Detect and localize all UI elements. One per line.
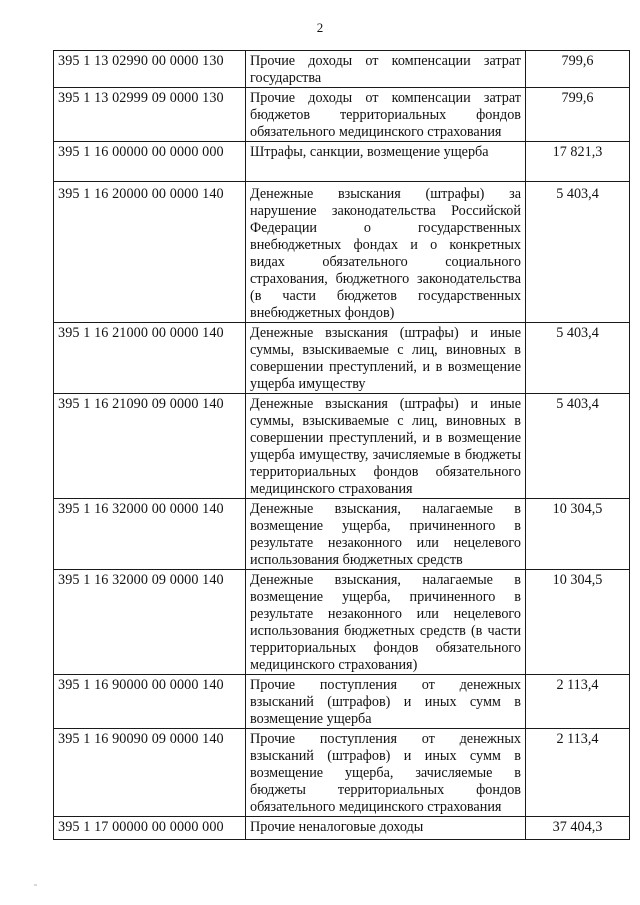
revenue-name-text: Денежные взыскания (штрафы) за нарушение законодательства Российской Федерации о государственных внебюджетных фондах и о конкретных видах обязательного социального страхования, бюджетного законодательства (в части бюджетов государственных внебюджетных фондов) <box>250 186 521 321</box>
revenue-name-cell: Прочие доходы от компенсации затрат бюджетов территориальных фондов обязательного медицинского страхования <box>246 88 526 142</box>
revenue-name-cell: Денежные взыскания, налагаемые в возмещение ущерба, причиненного в результате незаконного или нецелевого использования бюджетных средств (в части территориальных фондов обязательного медицинского страхования) <box>246 570 526 675</box>
page-number: 2 <box>316 20 324 35</box>
table-row <box>54 142 630 182</box>
amount-cell: 37 404,3 <box>526 817 630 840</box>
budget-code-cell: 395 1 16 90090 09 0000 140 <box>54 729 246 817</box>
revenue-name-cell: Прочие поступления от денежных взысканий (штрафов) и иных сумм в возмещение ущерба, зачисляемые в бюджеты территориальных фондов обязательного медицинского страхования <box>246 729 526 817</box>
revenue-name-cell: Денежные взыскания (штрафы) и иные суммы, взыскиваемые с лиц, виновных в совершении преступлений, и в возмещение ущерба имуществу <box>246 323 526 394</box>
budget-code-cell: 395 1 16 21090 09 0000 140 <box>54 394 246 499</box>
amount-cell <box>526 182 630 323</box>
amount-cell: 10 304,5 <box>526 570 630 675</box>
revenue-name-cell: Денежные взыскания, налагаемые в возмещение ущерба, причиненного в результате незаконного или нецелевого использования бюджетных средств <box>246 499 526 570</box>
amount-cell: 2 113,4 <box>526 729 630 817</box>
table-row <box>54 88 630 142</box>
table-row <box>54 499 630 570</box>
table-row <box>54 51 630 88</box>
budget-code-cell <box>54 182 246 323</box>
table-row <box>54 323 630 394</box>
revenue-name-cell: Прочие доходы от компенсации затрат государства <box>246 51 526 88</box>
amount-cell: 17 821,3 <box>526 142 630 182</box>
amount-cell: 799,6 <box>526 51 630 88</box>
table-row <box>54 675 630 729</box>
budget-code-cell: 395 1 13 02990 00 0000 130 <box>54 51 246 88</box>
budget-table <box>53 50 630 840</box>
amount-cell: 5 403,4 <box>526 323 630 394</box>
budget-code-cell: 395 1 16 90000 00 0000 140 <box>54 675 246 729</box>
revenue-name-cell: Прочие неналоговые доходы <box>246 817 526 840</box>
amount-cell: 799,6 <box>526 88 630 142</box>
table-row <box>54 729 630 817</box>
budget-code-cell: 395 1 16 21000 00 0000 140 <box>54 323 246 394</box>
amount-cell: 5 403,4 <box>526 394 630 499</box>
revenue-name-cell: Денежные взыскания (штрафы) и иные суммы, взыскиваемые с лиц, виновных в совершении преступлений, и в возмещение ущерба имуществу, зачисляемые в бюджеты территориальных фондов обязательного медицинского страхования <box>246 394 526 499</box>
revenue-name-cell: Прочие поступления от денежных взысканий (штрафов) и иных сумм в возмещение ущерба <box>246 675 526 729</box>
table-row <box>54 817 630 840</box>
table-row <box>54 182 630 323</box>
table-row <box>54 570 630 675</box>
budget-code-cell: 395 1 13 02999 09 0000 130 <box>54 88 246 142</box>
budget-code-cell: 395 1 16 32000 09 0000 140 <box>54 570 246 675</box>
scan-speck <box>34 884 37 886</box>
amount-text: 5 403,4 <box>556 186 599 202</box>
amount-cell: 2 113,4 <box>526 675 630 729</box>
amount-cell: 10 304,5 <box>526 499 630 570</box>
revenue-name-cell <box>246 182 526 323</box>
budget-code-cell: 395 1 16 32000 00 0000 140 <box>54 499 246 570</box>
table-row <box>54 394 630 499</box>
budget-code-text: 395 1 16 20000 00 0000 140 <box>58 186 224 202</box>
revenue-name-cell: Штрафы, санкции, возмещение ущерба <box>246 142 526 182</box>
budget-code-cell: 395 1 16 00000 00 0000 000 <box>54 142 246 182</box>
budget-code-cell: 395 1 17 00000 00 0000 000 <box>54 817 246 840</box>
